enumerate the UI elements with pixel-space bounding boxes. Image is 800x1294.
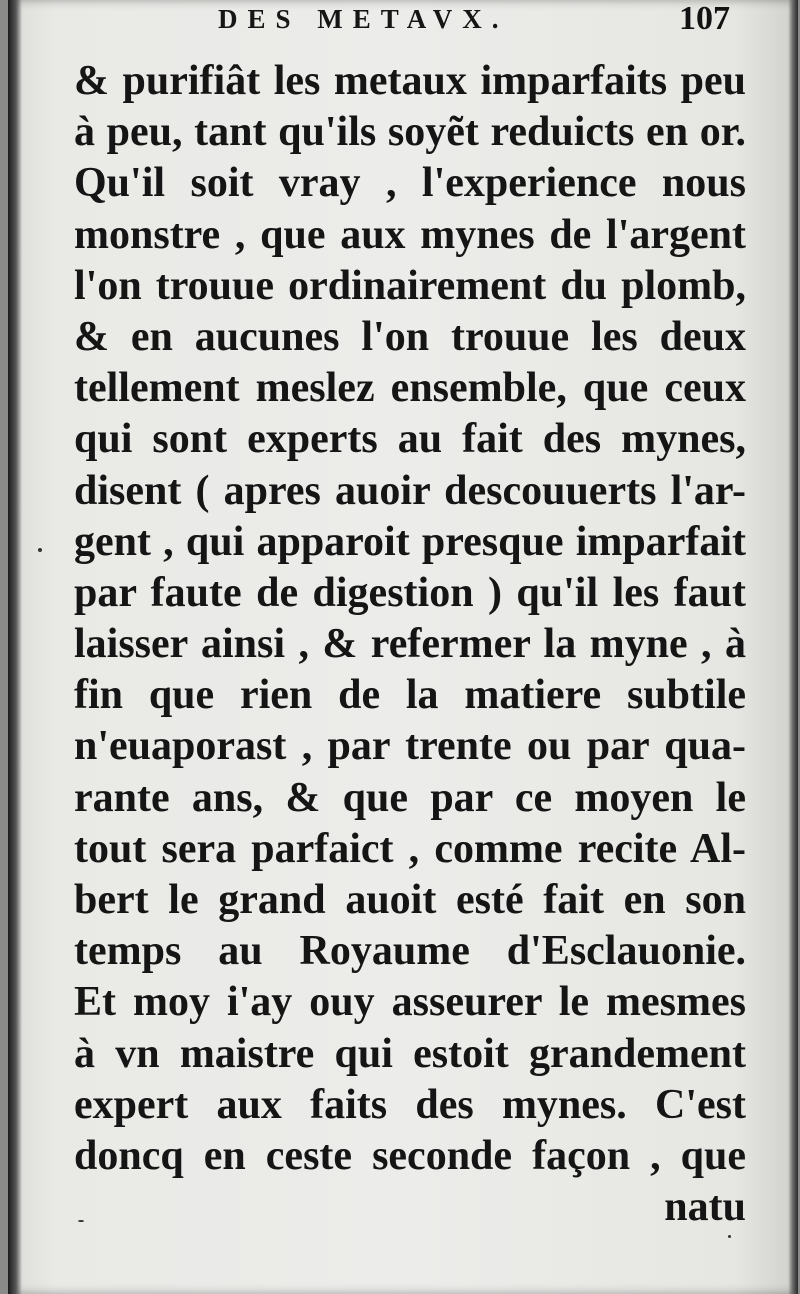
text-line: laisser ainsi , & refermer la myne , à xyxy=(74,621,746,668)
body-text xyxy=(74,56,746,1233)
running-head: DES METAVX. xyxy=(218,4,509,34)
catchword: natu xyxy=(664,1184,746,1231)
page-edge-shadow xyxy=(788,0,798,1294)
ink-speck xyxy=(38,548,42,552)
text-line: tellement meslez ensemble, que ceux xyxy=(74,365,746,412)
text-line: fin que rien de la matiere subtile xyxy=(74,672,746,719)
page-number: 107 xyxy=(679,0,730,37)
text-line: l'on trouue ordinairement du plomb, xyxy=(74,262,746,309)
ink-speck xyxy=(728,1235,731,1238)
text-line: Et moy i'ay ouy asseurer le mesmes xyxy=(74,979,746,1026)
text-line: & en aucunes l'on trouue les deux xyxy=(74,313,746,360)
text-line: disent ( apres auoir descouuerts l'ar- xyxy=(74,467,746,514)
text-line: bert le grand auoit esté fait en son xyxy=(74,877,746,923)
text-line: tout sera parfaict , comme recite Al- xyxy=(74,825,746,872)
text-line: Qu'il soit vray , l'experience nous xyxy=(74,160,746,207)
ink-speck xyxy=(78,1220,84,1222)
text-line: & purifiât les metaux imparfaits peu xyxy=(74,58,746,104)
text-line: temps au Royaume d'Esclauonie. xyxy=(74,928,746,975)
page-header xyxy=(8,0,798,38)
text-line: à peu, tant qu'ils soyẽt reduicts en or. xyxy=(74,109,746,156)
text-line: monstre , que aux mynes de l'argent xyxy=(74,211,746,258)
text-line: gent , qui apparoit presque imparfait xyxy=(74,518,746,565)
text-line: à vn maistre qui estoit grandement xyxy=(74,1030,746,1077)
text-line: n'euaporast , par trente ou par qua- xyxy=(74,723,746,770)
text-line: rante ans, & que par ce moyen le xyxy=(74,774,746,821)
text-line: qui sont experts au fait des mynes, xyxy=(74,416,746,463)
text-line: par faute de digestion ) qu'il les faut xyxy=(74,569,746,616)
page-gutter-shadow xyxy=(8,0,22,1294)
text-line: doncq en ceste seconde façon , que xyxy=(74,1132,746,1179)
text-line: expert aux faits des mynes. C'est xyxy=(74,1081,746,1128)
book-page xyxy=(8,0,798,1294)
